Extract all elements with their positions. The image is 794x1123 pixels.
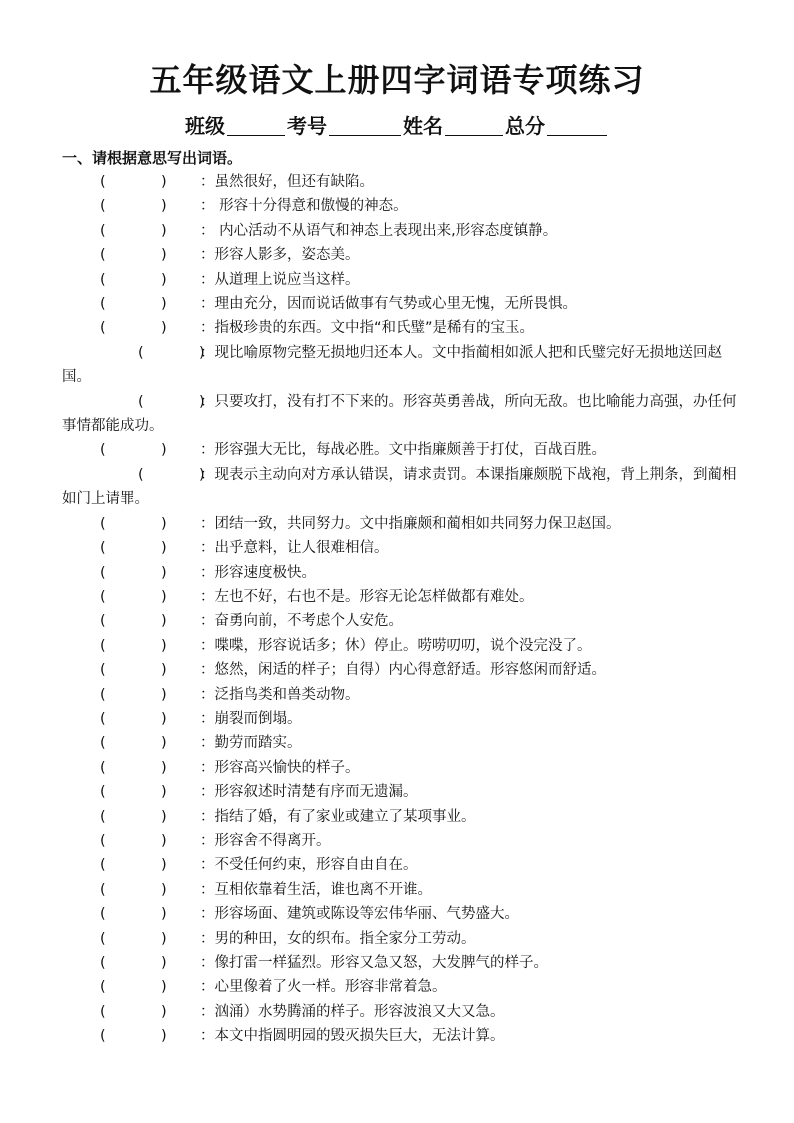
answer-blank[interactable]: ( ) [100, 979, 167, 996]
definition-text: ：本文中指圆明园的毁灭损失巨大，无法计算。 [200, 1028, 505, 1045]
definition-text: ：理由充分，因而说话做事有气势或心里无愧，无所畏惧。 [200, 296, 577, 313]
question-item [62, 927, 742, 951]
definition-text: ：不受任何约束，形容自由自在。 [200, 857, 418, 874]
definition-text: ：泛指鸟类和兽类动物。 [200, 686, 360, 703]
definition-text: ：崩裂而倒塌。 [200, 710, 302, 727]
class-blank[interactable] [227, 115, 285, 136]
question-item [62, 219, 742, 243]
question-item [62, 585, 742, 609]
answer-blank[interactable]: ( ) [100, 710, 167, 727]
definition-text: ：形容高兴愉快的样子。 [200, 759, 360, 776]
definition-text: ：现表示主动向对方承认错误，请求责罚。本课指廉颇脱下战袍，背上荆条，到蔺相如门上请罪。 [62, 466, 737, 508]
question-item [62, 536, 742, 560]
definition-text: ：指结了婚，有了家业或建立了某项事业。 [200, 808, 476, 825]
question-item [62, 951, 742, 975]
question-item [62, 731, 742, 755]
definition-text: ：出乎意料，让人很难相信。 [200, 540, 389, 557]
answer-blank[interactable]: ( ) [100, 662, 167, 679]
definition-text: ：喋喋，形容说话多；休）停止。唠唠叨叨，说个没完没了。 [200, 637, 592, 654]
question-item [62, 756, 742, 780]
definition-text: ：男的种田，女的织布。指全家分工劳动。 [200, 930, 476, 947]
class-label: 班级 [185, 114, 225, 138]
score-blank[interactable] [547, 115, 607, 136]
definition-text: ：勤劳而踏实。 [200, 735, 302, 752]
question-item [62, 170, 742, 194]
answer-blank[interactable]: ( ) [100, 613, 167, 630]
answer-blank[interactable]: ( ) [100, 247, 167, 264]
question-item [62, 805, 742, 829]
question-item [62, 683, 742, 707]
student-info-line [0, 112, 794, 140]
definition-text: ：形容人影多，姿态美。 [200, 247, 360, 264]
question-item [62, 194, 742, 218]
question-item [62, 902, 742, 926]
question-item [62, 707, 742, 731]
question-item [62, 292, 742, 316]
answer-blank[interactable]: ( ) [100, 320, 167, 337]
answer-blank[interactable]: ( ) [100, 540, 167, 557]
answer-blank[interactable]: ( ) [100, 198, 167, 215]
question-item [62, 780, 742, 804]
definition-text: ：指极珍贵的东西。文中指“和氏璧”是稀有的宝玉。 [200, 320, 535, 337]
question-item [62, 390, 742, 439]
definition-text: ：汹涌）水势腾涌的样子。形容波浪又大又急。 [200, 1003, 505, 1020]
answer-blank[interactable]: ( ) [100, 881, 167, 898]
answer-blank[interactable]: ( ) [100, 1028, 167, 1045]
answer-blank[interactable]: ( ) [100, 955, 167, 971]
definition-text: ： 内心活动不从语气和神态上表现出来,形容态度镇静。 [200, 222, 558, 239]
answer-blank[interactable]: ( ) [100, 930, 167, 947]
question-item [62, 438, 742, 462]
definition-text: ：形容舍不得离开。 [200, 832, 331, 849]
question-item [62, 316, 742, 340]
question-item [62, 1024, 742, 1048]
definition-text: ：只要攻打，没有打不下来的。形容英勇善战，所向无敌。也比喻能力高强，办任何事情都能成功。 [62, 393, 737, 435]
question-item [62, 463, 742, 512]
definition-text: ：互相依靠着生活，谁也离不开谁。 [200, 881, 432, 898]
answer-blank[interactable]: ( ) [138, 466, 205, 483]
definition-text: ：形容场面、建筑或陈设等宏伟华丽、气势盛大。 [200, 906, 519, 923]
question-item [62, 512, 742, 536]
answer-blank[interactable]: ( ) [138, 393, 205, 410]
definition-text: ：从道理上说应当这样。 [200, 271, 360, 288]
name-label: 姓名 [403, 114, 443, 138]
answer-blank[interactable]: ( ) [100, 906, 167, 923]
question-item [62, 268, 742, 292]
answer-blank[interactable]: ( ) [100, 637, 167, 654]
definition-text: ：左也不好，右也不是。形容无论怎样做都有难处。 [200, 588, 534, 605]
answer-blank[interactable]: ( ) [100, 442, 167, 459]
exam-number-blank[interactable] [329, 115, 401, 136]
definition-text: ：现比喻原物完整无损地归还本人。文中指蔺相如派人把和氏璧完好无损地送回赵国。 [62, 344, 722, 386]
answer-blank[interactable]: ( ) [100, 759, 167, 776]
question-item [62, 1000, 742, 1024]
answer-blank[interactable]: ( ) [138, 344, 205, 361]
page-title: 五年级语文上册四字词语专项练习 [149, 61, 645, 99]
question-item [62, 341, 742, 390]
definition-text: ：虽然很好，但还有缺陷。 [200, 174, 374, 190]
question-list [62, 170, 742, 1049]
answer-blank[interactable]: ( ) [100, 735, 167, 752]
definition-text: ：奋勇向前，不考虑个人安危。 [200, 613, 403, 630]
answer-blank[interactable]: ( ) [100, 832, 167, 849]
definition-text: ：悠然，闲适的样子；自得）内心得意舒适。形容悠闲而舒适。 [200, 662, 606, 679]
answer-blank[interactable]: ( ) [100, 271, 167, 288]
question-item [62, 658, 742, 682]
question-item [62, 561, 742, 585]
question-item [62, 634, 742, 658]
answer-blank[interactable]: ( ) [100, 222, 167, 239]
answer-blank[interactable]: ( ) [100, 686, 167, 703]
question-item [62, 853, 742, 877]
question-item [62, 829, 742, 853]
answer-blank[interactable]: ( ) [100, 808, 167, 825]
answer-blank[interactable]: ( ) [100, 174, 167, 190]
exam-number-label: 考号 [287, 114, 327, 138]
question-item [62, 243, 742, 267]
section-heading: 一、请根据意思写出词语。 [62, 149, 243, 167]
definition-text: ：心里像着了火一样。形容非常着急。 [200, 979, 447, 996]
definition-text: ：团结一致，共同努力。文中指廉颇和蔺相如共同努力保卫赵国。 [200, 515, 621, 532]
score-label: 总分 [505, 114, 545, 138]
question-item [62, 975, 742, 999]
answer-blank[interactable]: ( ) [100, 784, 167, 801]
answer-blank[interactable]: ( ) [100, 857, 167, 874]
definition-text: ：形容强大无比，每战必胜。文中指廉颇善于打仗，百战百胜。 [200, 442, 606, 459]
definition-text: ：形容速度极快。 [200, 564, 316, 581]
definition-text: ：像打雷一样猛烈。形容又急又怒，大发脾气的样子。 [200, 955, 548, 971]
definition-text: ：形容叙述时清楚有序而无遗漏。 [200, 784, 418, 801]
answer-blank[interactable]: ( ) [100, 1003, 167, 1020]
answer-blank[interactable]: ( ) [100, 588, 167, 605]
answer-blank[interactable]: ( ) [100, 296, 167, 313]
answer-blank[interactable]: ( ) [100, 515, 167, 532]
question-item [62, 609, 742, 633]
question-item [62, 878, 742, 902]
definition-text: ： 形容十分得意和傲慢的神态。 [200, 198, 408, 215]
name-blank[interactable] [445, 115, 503, 136]
answer-blank[interactable]: ( ) [100, 564, 167, 581]
